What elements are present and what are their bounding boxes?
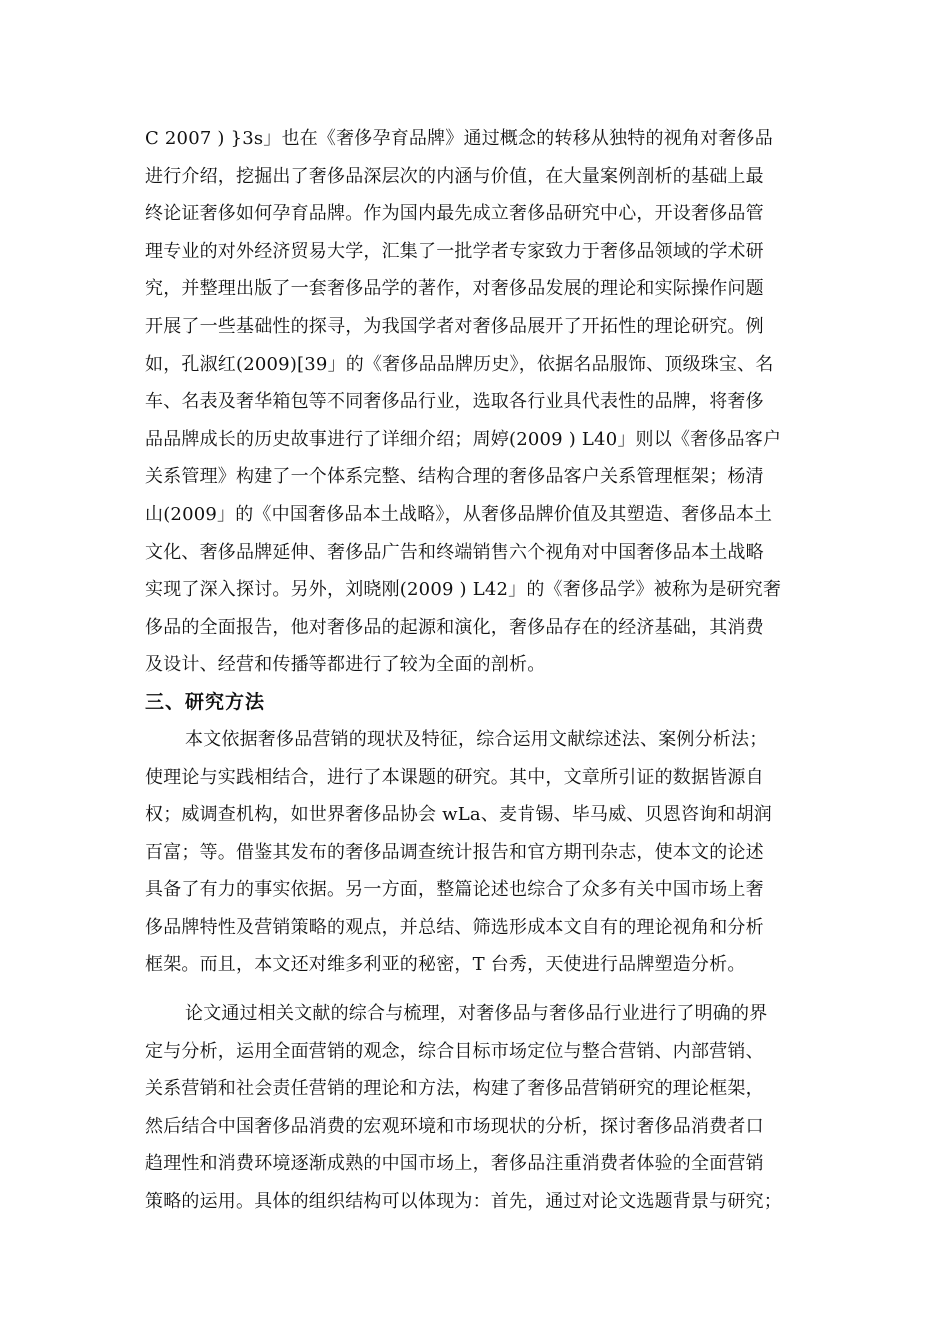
section-heading-research-methods: 三、研究方法 <box>145 690 266 713</box>
text-line: 使理论与实践相结合，进行了本课题的研究。其中，文章所引证的数据皆源自 <box>145 766 764 788</box>
text-line: 进行介绍，挖掘出了奢侈品深层次的内涵与价值，在大量案例剖析的基础上最 <box>145 165 764 187</box>
text-line: 关系管理》构建了一个体系完整、结构合理的奢侈品客户关系管理框架；杨清 <box>145 466 764 488</box>
text-line: 具备了有力的事实依据。另一方面，整篇论述也综合了众多有关中国市场上奢 <box>145 879 764 901</box>
text-line: 理专业的对外经济贸易大学，汇集了一批学者专家致力于奢侈品领域的学术研 <box>145 240 764 262</box>
text-line: 本文依据奢侈品营销的现状及特征，综合运用文献综述法、案例分析法； <box>185 728 768 750</box>
paragraph-research-methods <box>145 721 817 984</box>
paragraph-spacer <box>145 984 817 995</box>
text-line: 论文通过相关文献的综合与梳理，对奢侈品与奢侈品行业进行了明确的界 <box>185 1003 768 1025</box>
text-line: 终论证奢侈如何孕育品牌。作为国内最先成立奢侈品研究中心，开设奢侈品管 <box>145 203 764 225</box>
text-line: 车、名表及奢华箱包等不同奢侈品行业，选取各行业具代表性的品牌，将奢侈 <box>145 391 764 413</box>
text-line: 实现了深入探讨。另外，刘晓刚(2009 ) L42」的《奢侈品学》被称为是研究奢 <box>145 579 782 601</box>
text-line: 关系营销和社会责任营销的理论和方法，构建了奢侈品营销研究的理论框架， <box>145 1078 764 1100</box>
document-body <box>145 120 817 1221</box>
text-line: 定与分析，运用全面营销的观念，综合目标市场定位与整合营销、内部营销、 <box>145 1040 764 1062</box>
text-line: 然后结合中国奢侈品消费的宏观环境和市场现状的分析，探讨奢侈品消费者口 <box>145 1115 764 1137</box>
text-line: 侈品牌特性及营销策略的观点，并总结、筛选形成本文自有的理论视角和分析 <box>145 916 764 938</box>
text-line: 及设计、经营和传播等都进行了较为全面的剖析。 <box>145 654 546 676</box>
text-line: 如，孔淑红(2009)[39」的《奢侈品品牌历史》，依据名品服饰、顶级珠宝、名 <box>145 353 774 375</box>
text-line: 框架。而且，本文还对维多利亚的秘密，T 台秀，天使进行品牌塑造分析。 <box>145 954 746 976</box>
text-line: 开展了一些基础性的探寻，为我国学者对奢侈品展开了开拓性的理论研究。例 <box>145 315 764 337</box>
text-line: 百富；等。借鉴其发布的奢侈品调查统计报告和官方期刊杂志，使本文的论述 <box>145 841 764 863</box>
text-line: 趋理性和消费环境逐渐成熟的中国市场上，奢侈品注重消费者体验的全面营销 <box>145 1153 764 1175</box>
text-line: 山(2009」的《中国奢侈品本土战略》，从奢侈品牌价值及其塑造、奢侈品本土 <box>145 503 773 525</box>
paragraph-literature-review <box>145 120 817 684</box>
paragraph-thesis-structure <box>145 995 817 1221</box>
text-line: 究，并整理出版了一套奢侈品学的著作，对奢侈品发展的理论和实际操作问题 <box>145 278 764 300</box>
text-line: 侈品的全面报告，他对奢侈品的起源和演化，奢侈品存在的经济基础，其消费 <box>145 616 764 638</box>
text-line: 权；威调查机构，如世界奢侈品协会 wLa、麦肯锡、毕马威、贝恩咨询和胡润 <box>145 804 773 826</box>
text-line: 品品牌成长的历史故事进行了详细介绍；周婷(2009 ) L40」则以《奢侈品客户 <box>145 428 782 450</box>
text-line: C 2007 ) }3s」也在《奢侈孕育品牌》通过概念的转移从独特的视角对奢侈品 <box>145 128 773 149</box>
text-line: 文化、奢侈品牌延伸、奢侈品广告和终端销售六个视角对中国奢侈品本土战略 <box>145 541 764 563</box>
text-line: 策略的运用。具体的组织结构可以体现为：首先，通过对论文选题背景与研究； <box>145 1191 782 1213</box>
